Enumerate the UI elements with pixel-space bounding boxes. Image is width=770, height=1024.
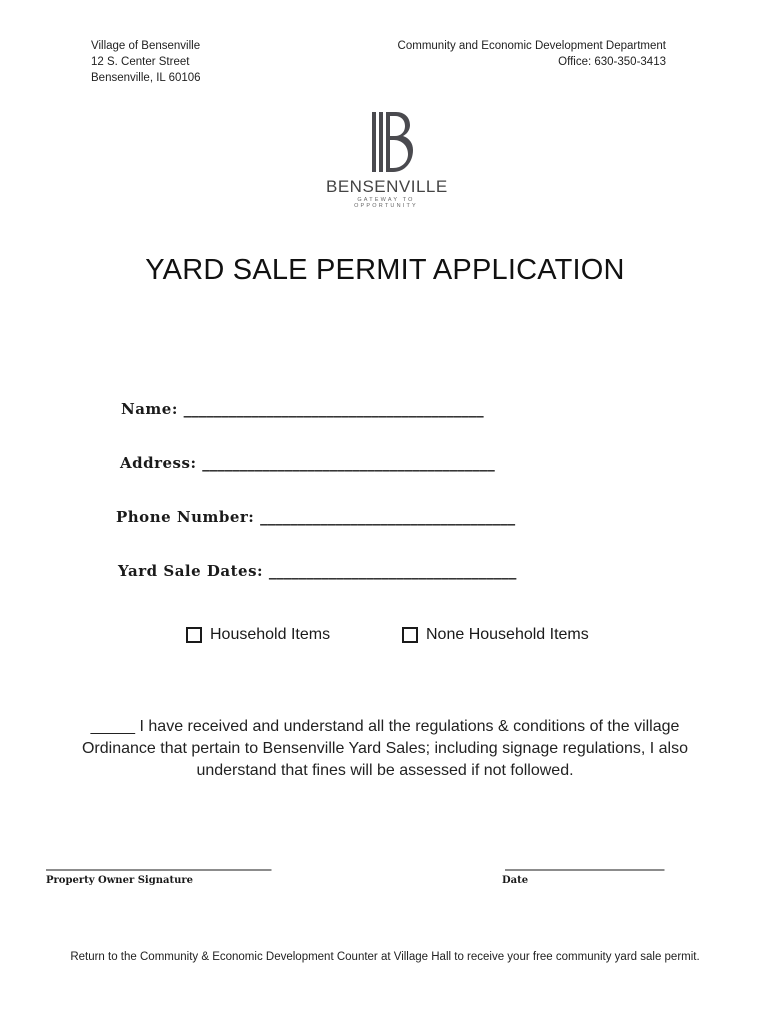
logo-wordmark: BENSENVILLE — [326, 177, 448, 196]
page-title: YARD SALE PERMIT APPLICATION — [145, 254, 625, 286]
phone-blank[interactable]: __________________________________ — [260, 508, 516, 526]
address-line: Bensenville, IL 60106 — [91, 72, 201, 84]
owner-signature-blank[interactable]: _________________________________________ — [46, 858, 272, 871]
department-name: Community and Economic Development Department — [397, 40, 666, 52]
address-line: Village of Bensenville — [91, 40, 201, 52]
dates-blank[interactable]: _________________________________ — [268, 562, 517, 580]
address-label: Address: — [120, 454, 197, 472]
name-field[interactable] — [121, 400, 484, 418]
owner-signature-label: Property Owner Signature — [46, 875, 193, 886]
dates-field[interactable] — [118, 562, 516, 580]
address-blank[interactable]: _______________________________________ — [202, 454, 495, 472]
name-blank[interactable]: ________________________________________ — [183, 400, 484, 418]
phone-field[interactable] — [116, 508, 515, 526]
department-info — [398, 38, 666, 70]
date-blank[interactable]: _____________________________ — [505, 858, 665, 871]
none-household-items-checkbox[interactable] — [402, 627, 418, 643]
dates-label: Yard Sale Dates: — [118, 562, 264, 580]
return-instructions: Return to the Community & Economic Development Counter at Village Hall to receive your free community yard sale permit. — [70, 951, 700, 963]
acknowledgement-text — [60, 716, 710, 782]
address-field[interactable] — [120, 454, 495, 472]
date-label: Date — [502, 875, 529, 886]
none-household-items-option[interactable] — [402, 626, 589, 644]
none-household-items-label: None Household Items — [426, 626, 589, 643]
household-items-label: Household Items — [210, 626, 331, 643]
ack-line: Ordinance that pertain to Bensenville Yard Sales; including signage regulations, I also — [81, 740, 688, 757]
office-phone: Office: 630-350-3413 — [558, 56, 666, 68]
phone-label: Phone Number: — [116, 508, 255, 526]
village-address — [91, 38, 201, 86]
ack-line: _____ I have received and understand all the regulations & conditions of the village — [90, 718, 680, 735]
name-label: Name: — [121, 400, 178, 418]
address-line: 12 S. Center Street — [91, 56, 190, 68]
household-items-checkbox[interactable] — [186, 627, 202, 643]
household-items-option[interactable] — [186, 626, 330, 644]
ack-line: understand that fines will be assessed if not followed. — [196, 762, 574, 779]
logo-tagline: GATEWAY TO OPPORTUNITY — [354, 197, 418, 209]
